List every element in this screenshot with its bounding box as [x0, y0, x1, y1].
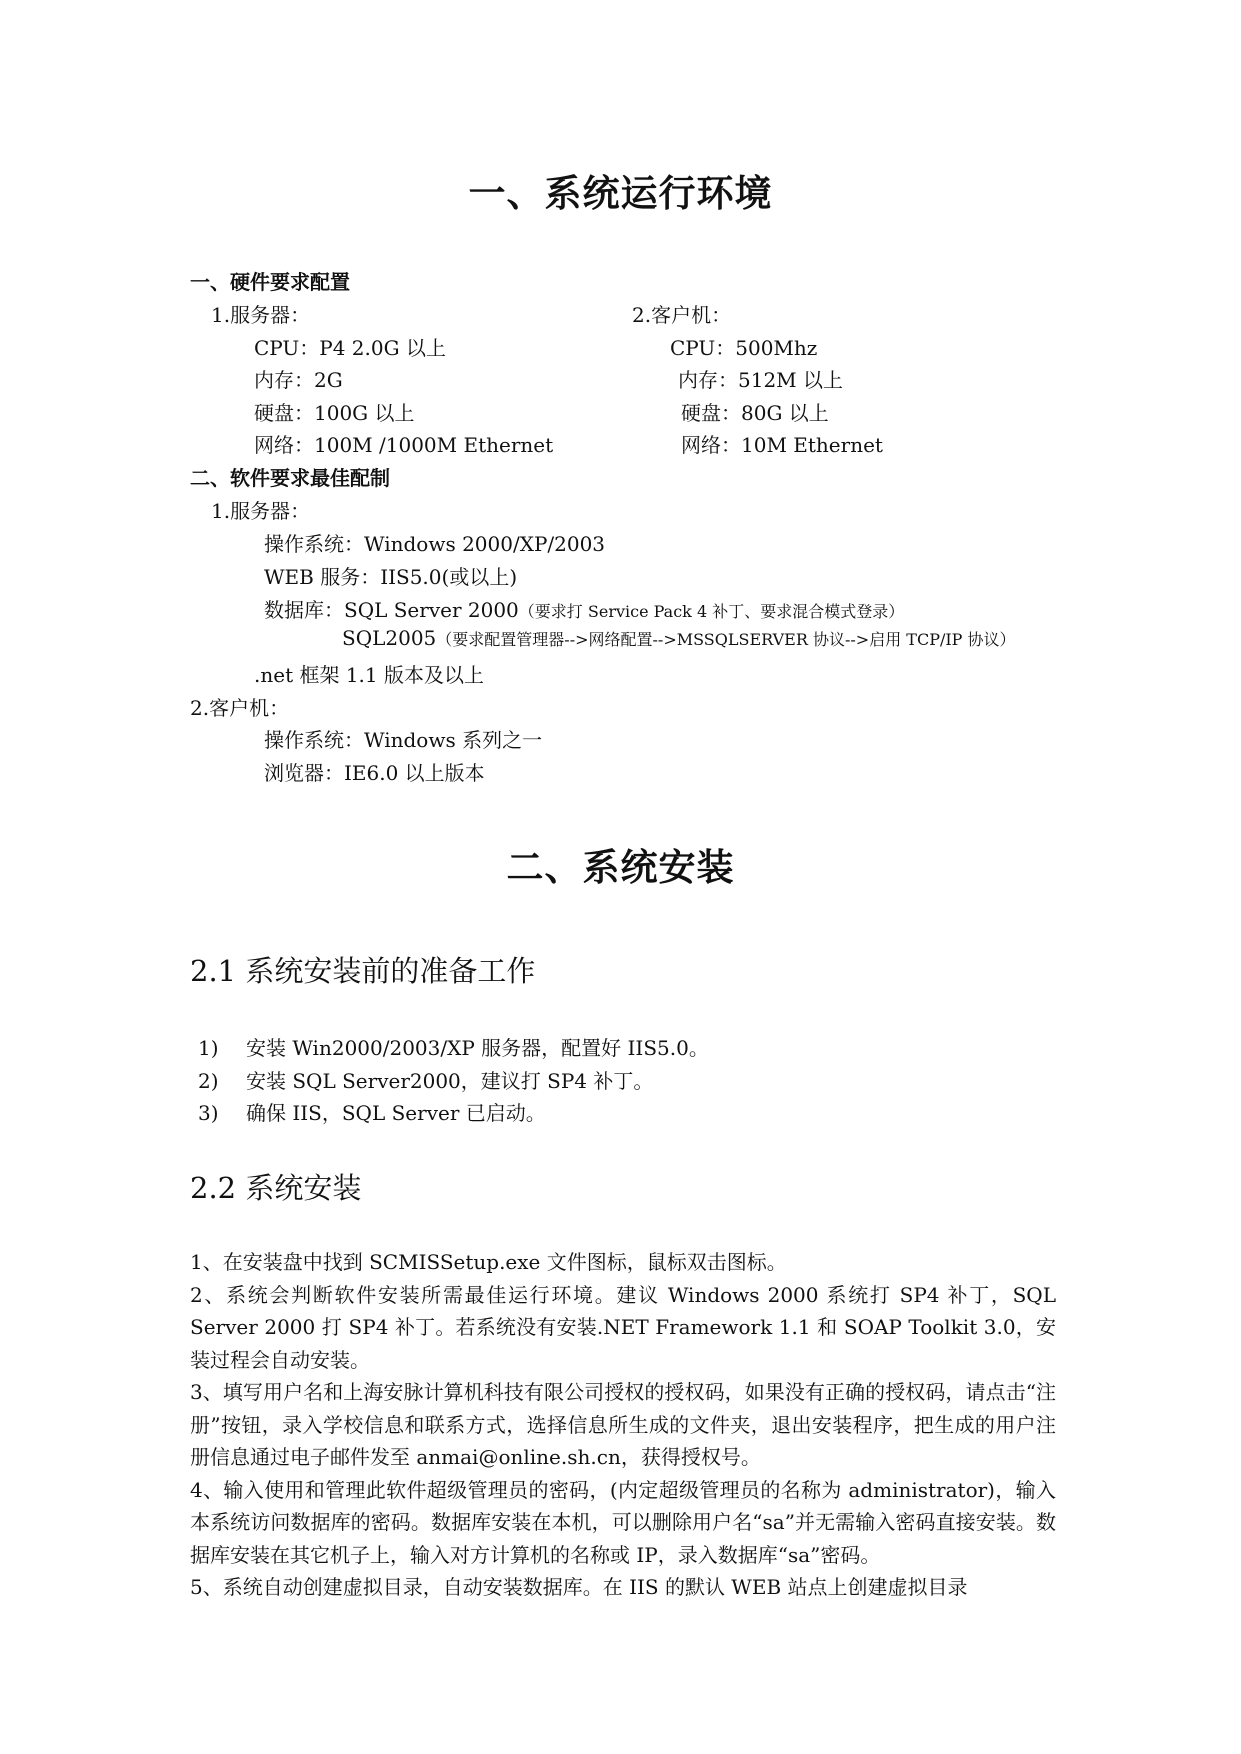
sw-server-label: 1.服务器： — [211, 499, 311, 523]
page-title-2: 二、系统安装 — [506, 846, 735, 889]
section-2-1-heading: 2.1 系统安装前的准备工作 — [190, 954, 536, 988]
install-step-5: 5、系统自动创建虚拟目录，自动安装数据库。在 IIS 的默认 WEB 站点上创建虚拟目录 — [190, 1575, 968, 1599]
software-heading: 二、软件要求最佳配制 — [190, 466, 390, 490]
hw-client-cpu: CPU：500Mhz — [670, 336, 818, 360]
hw-client-label: 2.客户机： — [632, 303, 732, 327]
install-step-2: 2、系统会判断软件安装所需最佳运行环境。建议 Windows 2000 系统打 SP4 补丁，SQL Server 2000 打 SP4 补丁。若系统没有安装.NET Framework 1.1 和 SOAP Toolkit 3.0，安装过程会自动安装。 — [190, 1282, 1056, 1372]
section-2-2-heading: 2.2 系统安装 — [190, 1171, 362, 1205]
hw-server-memory: 内存：2G — [254, 368, 343, 392]
db-label: 数据库：SQL Server 2000 — [264, 598, 519, 622]
hw-server-cpu: CPU：P4 2.0G 以上 — [254, 336, 446, 360]
sw-client-browser: 浏览器：IE6.0 以上版本 — [264, 761, 485, 785]
db-note: （要求打 Service Pack 4 补丁、要求混合模式登录） — [518, 602, 905, 621]
list-item-text: 确保 IIS，SQL Server 已启动。 — [246, 1101, 546, 1125]
list-item — [198, 1065, 653, 1094]
hw-server-disk: 硬盘：100G 以上 — [254, 401, 415, 425]
list-item — [198, 1097, 546, 1126]
sw-client-label: 2.客户机： — [190, 696, 290, 720]
page-title-1: 一、系统运行环境 — [468, 172, 773, 215]
list-item-text: 安装 Win2000/2003/XP 服务器，配置好 IIS5.0。 — [246, 1036, 709, 1060]
sw-client-os: 操作系统：Windows 系列之一 — [264, 728, 543, 752]
list-item — [198, 1032, 709, 1061]
hw-client-network: 网络：10M Ethernet — [681, 433, 883, 457]
hw-client-disk: 硬盘：80G 以上 — [681, 401, 829, 425]
sw-server-sql2005 — [342, 626, 1016, 650]
hardware-heading: 一、硬件要求配置 — [190, 270, 350, 294]
sql2005-note: （要求配置管理器-->网络配置-->MSSQLSERVER 协议-->启用 TCP/IP 协议） — [436, 630, 1016, 649]
list-item-number: 1) — [198, 1036, 219, 1060]
hw-client-memory: 内存：512M 以上 — [678, 368, 844, 392]
install-step-3: 3、填写用户名和上海安脉计算机科技有限公司授权的授权码，如果没有正确的授权码，请点击“注册”按钮，录入学校信息和联系方式，选择信息所生成的文件夹，退出安装程序，把生成的用户注册信息通过电子邮件发至 anmai@online.sh.cn，获得授权号。 — [190, 1380, 1056, 1469]
hw-server-label: 1.服务器： — [211, 303, 311, 327]
list-item-number: 2) — [198, 1069, 219, 1093]
sw-server-web: WEB 服务：IIS5.0(或以上) — [264, 565, 518, 589]
sql2005-label: SQL2005 — [342, 626, 437, 650]
install-step-1: 1、在安装盘中找到 SCMISSetup.exe 文件图标，鼠标双击图标。 — [190, 1250, 787, 1274]
sw-server-os: 操作系统：Windows 2000/XP/2003 — [264, 532, 606, 556]
sw-net-framework: .net 框架 1.1 版本及以上 — [254, 663, 484, 687]
list-item-number: 3) — [198, 1101, 219, 1125]
sw-server-db — [264, 594, 904, 623]
hw-server-network: 网络：100M /1000M Ethernet — [254, 433, 554, 457]
install-steps — [190, 1246, 1056, 1604]
install-step-4: 4、输入使用和管理此软件超级管理员的密码，(内定超级管理员的名称为 administrator)，输入本系统访问数据库的密码。数据库安装在本机，可以删除用户名“sa”并无需输入密码直接安装。数据库安装在其它机子上，输入对方计算机的名称或 IP，录入数据库“sa”密码。 — [190, 1477, 1056, 1567]
list-item-text: 安装 SQL Server2000，建议打 SP4 补丁。 — [246, 1069, 654, 1093]
